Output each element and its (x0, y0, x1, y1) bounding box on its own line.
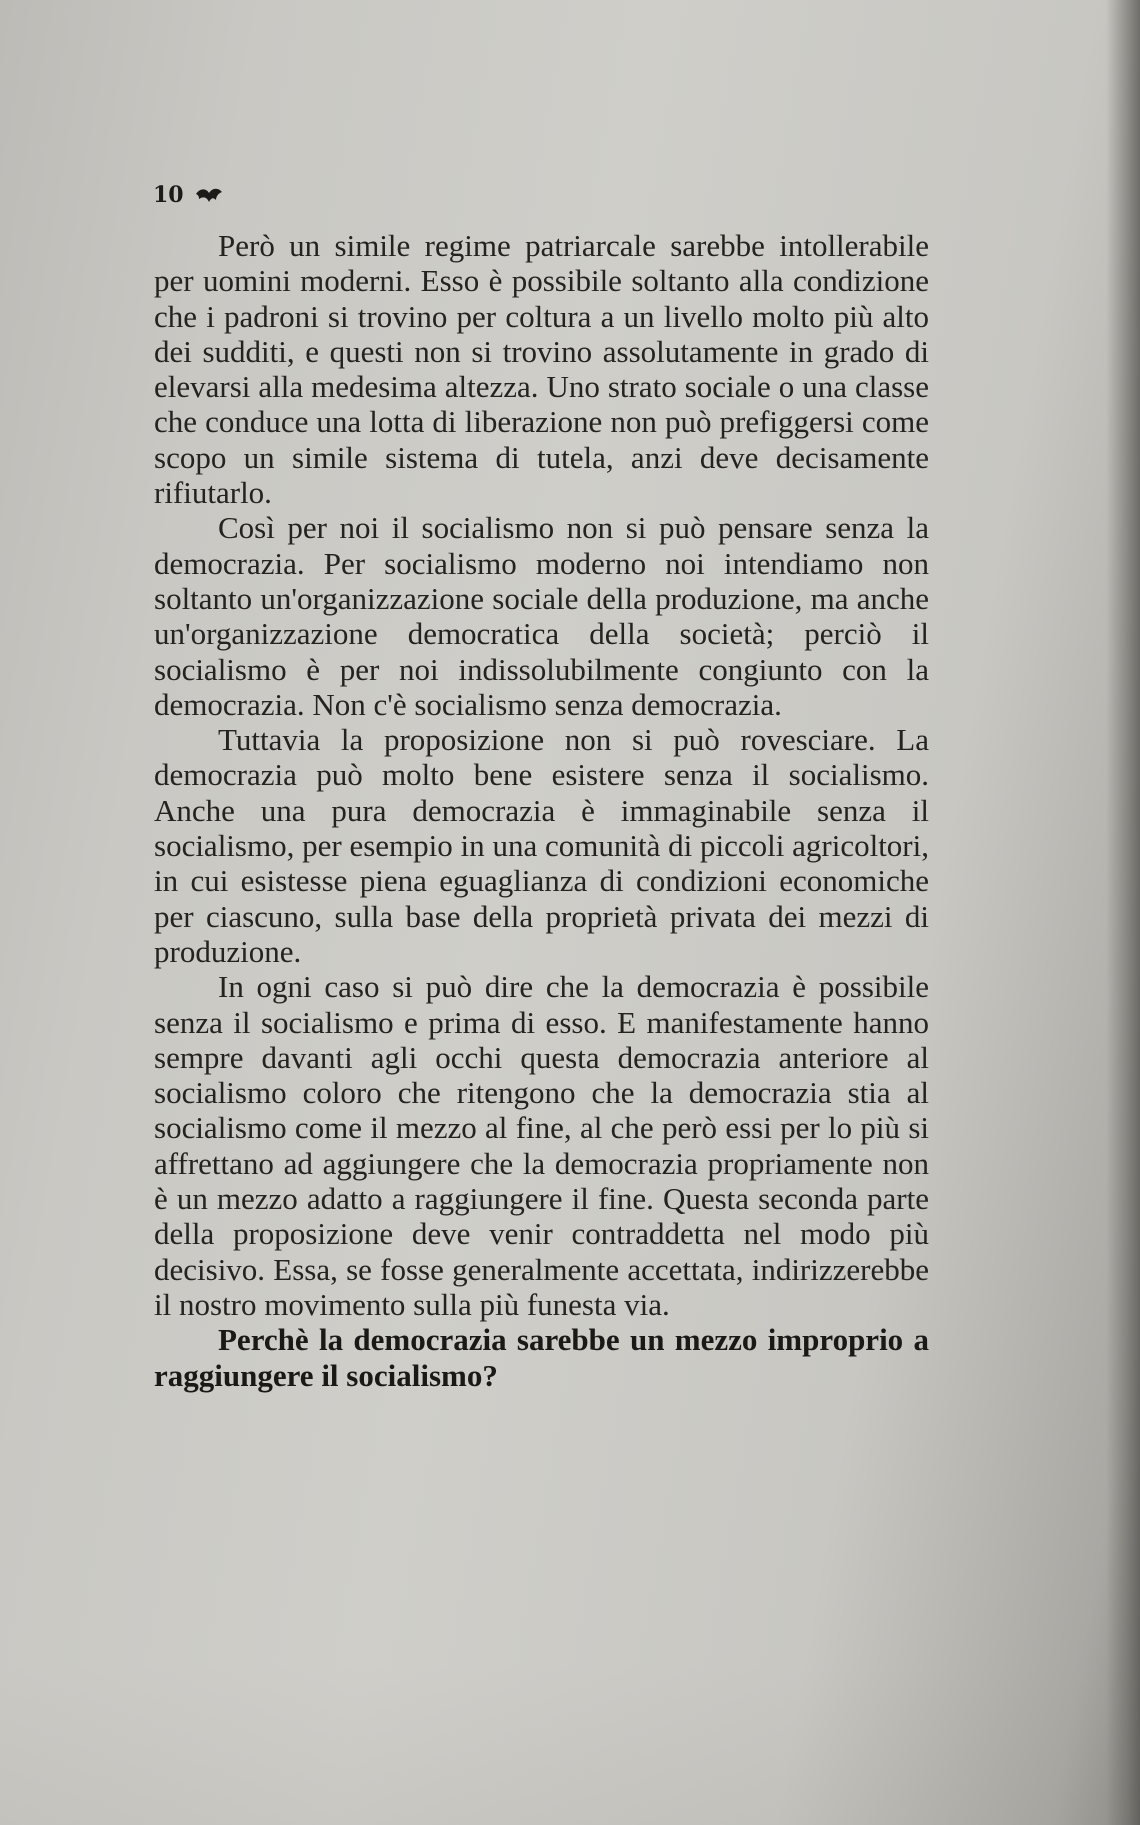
paragraph: Così per noi il socialismo non si può pensare senza la democrazia. Per socialismo moderno noi intendiamo non soltanto un'organizzazione sociale della produzione, ma anche un'organizzazione democratica della società; perciò il socialismo è per noi indissolubilmente congiunto con la democrazia. Non c'è socialismo senza democrazia. (154, 510, 929, 722)
closing-question: Perchè la democrazia sarebbe un mezzo improprio a raggiungere il socialismo? (154, 1322, 929, 1393)
fleuron-icon (194, 184, 224, 206)
paragraph: Però un simile regime patriarcale sarebbe intollerabile per uomini moderni. Esso è possibile soltanto alla condizione che i padroni si trovino per coltura a un livello molto più alto dei sudditi, e questi non si trovino assolutamente in grado di elevarsi alla medesima altezza. Uno strato sociale o una classe che conduce una lotta di liberazione non può prefiggersi come scopo un simile sistema di tutela, anzi deve decisamente rifiutarlo. (154, 228, 929, 511)
page-shading (0, 1665, 1140, 1825)
paragraph: In ogni caso si può dire che la democrazia è possibile senza il socialismo e prima di esso. E manifestamente hanno sempre davanti agli occhi questa democrazia anteriore al socialismo coloro che ritengono che la democrazia stia al socialismo come il mezzo al fine, al che però essi per lo più si affrettano ad aggiungere che la democrazia propriamente non è un mezzo adatto a raggiungere il fine. Questa seconda parte della proposizione deve venir contraddetta nel modo più decisivo. Essa, se fosse generalmente accettata, indirizzerebbe il nostro movimento sulla più funesta via. (154, 969, 929, 1322)
page-number: 10 (153, 182, 184, 208)
paragraph: Tuttavia la proposizione non si può rovesciare. La democrazia può molto bene esistere senza il socialismo. Anche una pura democrazia è immaginabile senza il socialismo, per esempio in una comunità di piccoli agricoltori, in cui esistesse piena eguaglianza di condizioni economiche per ciascuno, sulla base della proprietà privata dei mezzi di produzione. (154, 722, 929, 969)
page-header (153, 182, 224, 208)
main-text (154, 228, 929, 1393)
